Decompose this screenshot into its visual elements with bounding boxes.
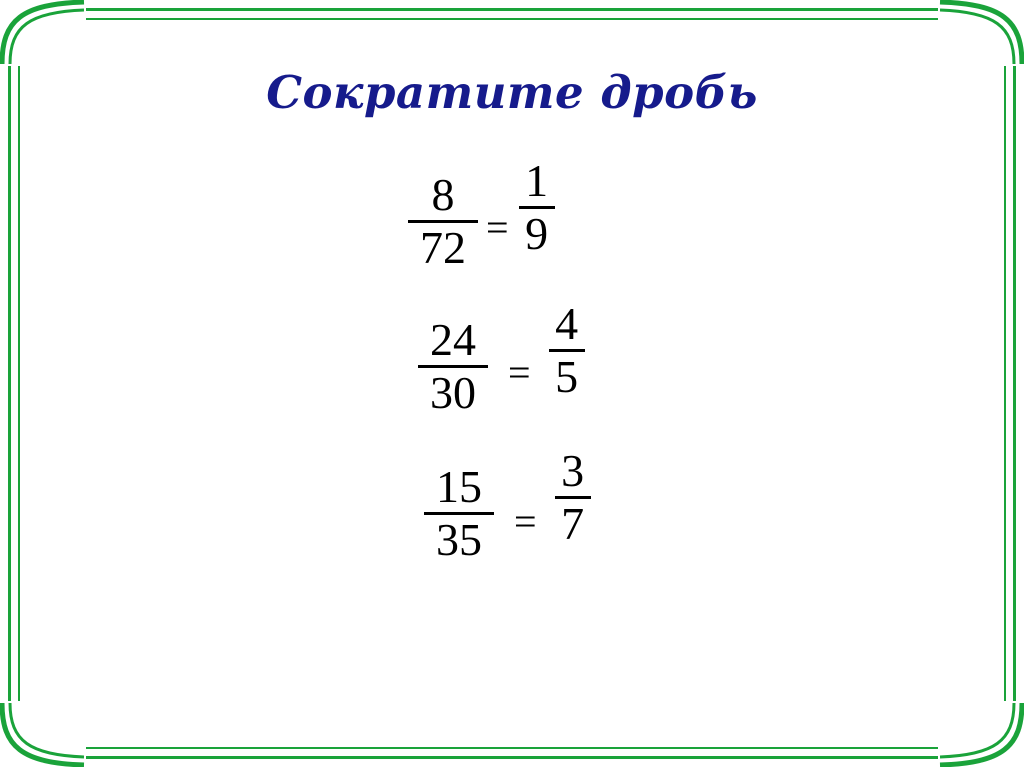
equals-sign: = — [508, 349, 531, 395]
denominator: 7 — [561, 498, 585, 549]
numerator: 15 — [436, 461, 482, 512]
equation-row — [0, 445, 1024, 565]
denominator: 9 — [525, 208, 549, 259]
denominator: 30 — [430, 367, 476, 418]
fraction-left — [408, 170, 478, 273]
numerator: 4 — [555, 298, 579, 349]
fraction-left — [424, 462, 494, 565]
fraction-right — [549, 299, 585, 402]
equation-row — [0, 298, 1024, 418]
equation-list — [0, 155, 1024, 565]
corner-ornament-bottom-right — [938, 701, 1024, 767]
fraction-right — [519, 156, 555, 259]
numerator: 24 — [430, 314, 476, 365]
equals-sign: = — [514, 498, 537, 544]
denominator: 72 — [420, 222, 466, 273]
denominator: 5 — [555, 351, 579, 402]
numerator: 8 — [431, 169, 455, 220]
fraction-left — [418, 315, 488, 418]
denominator: 35 — [436, 514, 482, 565]
fraction-right — [555, 446, 591, 549]
equals-sign: = — [486, 204, 509, 250]
page-title: Сократите дробь — [266, 66, 758, 119]
corner-ornament-bottom-left — [0, 701, 86, 767]
numerator: 1 — [525, 155, 549, 206]
corner-ornament-top-right — [938, 0, 1024, 66]
numerator: 3 — [561, 445, 585, 496]
corner-ornament-top-left — [0, 0, 86, 66]
equation-row — [0, 155, 1024, 273]
